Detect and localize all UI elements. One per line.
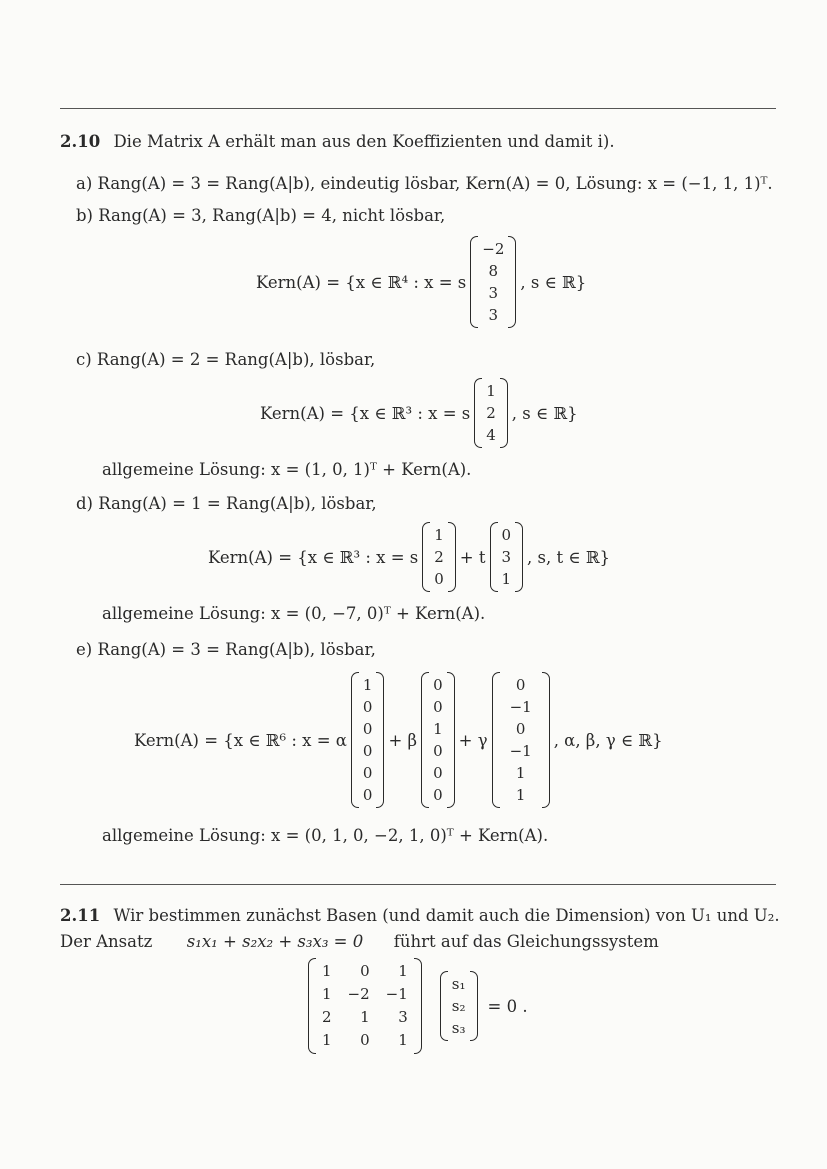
vector-entry: s₁ [451,975,466,993]
coefficient-matrix [308,958,422,1054]
ansatz-equation: s₁x₁ + s₂x₂ + s₃x₃ = 0 [186,932,364,951]
ansatz-text: Der Ansatz [60,932,153,951]
kern-e-post: , α, β, γ ∈ ℝ} [553,730,663,750]
part-e: e) Rang(A) = 3 = Rang(A|b), lösbar, [76,640,376,659]
vector-entry: 0 [433,764,443,782]
matrix-entry: 2 [322,1008,332,1026]
kern-d-post: , s, t ∈ ℝ} [527,547,611,567]
vector-entry: 0 [433,786,443,804]
vector-entry: 1 [433,720,443,738]
vector-entry: 8 [488,262,499,280]
problem-number: 2.10 [60,132,101,151]
matrix-entry: 1 [398,1031,408,1049]
vector-entry: −1 [509,698,532,716]
vector-entry: 0 [362,698,373,716]
plus-beta: + β [388,730,418,750]
kern-c-pre: Kern(A) = {x ∈ ℝ³ : x = s [260,403,471,423]
vector-entry: 1 [515,764,526,782]
matrix-entry: 0 [360,1031,370,1049]
vector-entry: 0 [515,676,526,694]
solution-c: allgemeine Lösung: x = (1, 0, 1)ᵀ + Kern(A). [102,460,472,479]
vector-entry: 0 [501,526,512,544]
vector-entry: 3 [488,284,499,302]
part-c: c) Rang(A) = 2 = Rang(A|b), lösbar, [76,350,376,369]
kern-d-pre: Kern(A) = {x ∈ ℝ³ : x = s [208,547,419,567]
top-rule [60,108,776,109]
problem-2-11-intro [60,906,780,926]
vector-entry: s₂ [451,997,466,1015]
equation-system [304,958,528,1054]
matrix-entry: 1 [398,962,408,980]
vector-entry: 0 [515,720,526,738]
solution-d: allgemeine Lösung: x = (0, −7, 0)ᵀ + Kern(A). [102,604,486,623]
vector-entry: 3 [488,306,499,324]
matrix-entry: 1 [360,1008,370,1026]
problem-number: 2.11 [60,906,101,925]
vector-entry: 0 [433,698,443,716]
vector-entry: 3 [501,548,512,566]
vector-entry: 1 [434,526,444,544]
middle-rule [60,884,776,885]
kern-c-post: , s ∈ ℝ} [511,403,578,423]
vector-entry: 0 [434,570,444,588]
vector-entry: 1 [362,676,373,694]
vector-entry: 0 [362,742,373,760]
kern-e [134,672,663,808]
vector-entry: 0 [362,786,373,804]
plus-t: + t [459,547,486,567]
solution-e: allgemeine Lösung: x = (0, 1, 0, −2, 1, 0)ᵀ + Kern(A). [102,826,549,845]
matrix-entry: 1 [322,962,332,980]
part-b: b) Rang(A) = 3, Rang(A|b) = 4, nicht lösbar, [76,206,446,225]
vector-e1 [351,672,385,808]
vector-entry: 0 [433,742,443,760]
vector-entry: 0 [362,720,373,738]
vector-e2 [421,672,455,808]
matrix-entry: 0 [360,962,370,980]
leads-to-text: führt auf das Gleichungssystem [393,932,659,951]
vector-entry: 1 [486,382,496,400]
intro-text: Wir bestimmen zunächst Basen (und damit auch die Dimension) von U₁ und U₂. [113,906,780,925]
vector-e3 [492,672,550,808]
vector-d2 [490,522,524,592]
vector-entry: s₃ [451,1019,466,1037]
matrix-entry: −1 [385,985,408,1003]
intro-text: Die Matrix A erhält man aus den Koeffizienten und damit i). [113,132,615,151]
vector-entry: 4 [486,426,496,444]
equals-zero: = 0 . [487,996,528,1016]
part-a: a) Rang(A) = 3 = Rang(A|b), eindeutig lösbar, Kern(A) = 0, Lösung: x = (−1, 1, 1)ᵀ. [76,174,773,193]
vector-entry: 0 [433,676,443,694]
kern-e-pre: Kern(A) = {x ∈ ℝ⁶ : x = α [134,730,347,750]
kern-b-post: , s ∈ ℝ} [520,272,587,292]
matrix-entry: 3 [398,1008,408,1026]
vector-entry: 0 [362,764,373,782]
vector-c [474,378,508,448]
vector-entry: 2 [486,404,496,422]
kern-c [260,378,578,448]
s-vector [440,971,478,1041]
vector-d1 [422,522,456,592]
problem-2-11-line2 [60,932,659,952]
problem-2-10-intro [60,132,615,152]
plus-gamma: + γ [458,730,488,750]
kern-d [208,522,610,592]
kern-b-pre: Kern(A) = {x ∈ ℝ⁴ : x = s [256,272,467,292]
vector-entry: −2 [482,240,505,258]
matrix-entry: 1 [322,985,332,1003]
vector-entry: −1 [509,742,532,760]
matrix-entry: 1 [322,1031,332,1049]
vector-entry: 2 [434,548,444,566]
matrix-entry: −2 [347,985,370,1003]
vector-b [470,236,516,328]
part-d: d) Rang(A) = 1 = Rang(A|b), lösbar, [76,494,377,513]
kern-b [256,236,586,328]
vector-entry: 1 [515,786,526,804]
vector-entry: 1 [501,570,512,588]
